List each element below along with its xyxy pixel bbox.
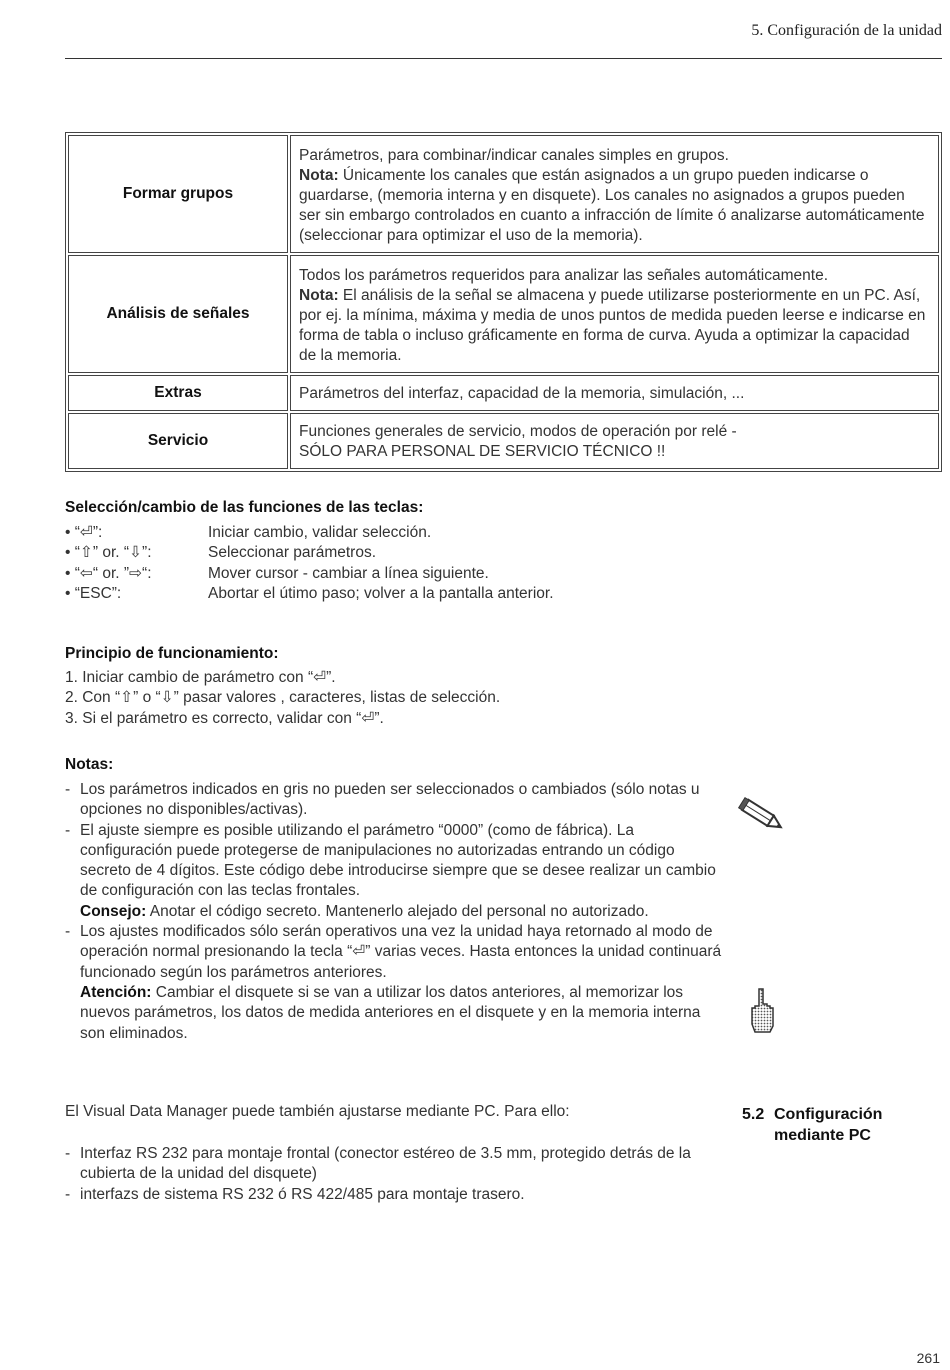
list-item: • “⇧” or. “⇩”: Seleccionar parámetros.: [65, 544, 376, 562]
list-item: 2. Con “⇧” o “⇩” pasar valores , caracteres, listas de selección.: [65, 689, 501, 707]
row-label: Formar grupos: [68, 135, 288, 253]
row-description: Parámetros, para combinar/indicar canales simples en grupos. Nota: Únicamente los canales que están asignados a un grupo pueden indicarse o guardarse, (memoria interna y en disquete). Los canales no asignados a grupos pueden ser sin embargo controlados en cuanto a infracción de límite ó analizarse automáticamente (seleccionar para optimizar el uso de la memoria).: [290, 135, 939, 253]
table-row: [68, 255, 939, 373]
list-item: - Los ajustes modificados sólo serán operativos una vez la unidad haya retornado al modo de operación normal presionando la tecla “⏎” varias veces. Hasta entonces la unidad continuará funcionado según los parámetros anteriores. Atención: Cambiar el disquete si se van a utilizar los datos anteriores, al memorizar los nuevos parámetros, los datos de medida anteriores en el disquete y en la memoria interna son eliminados.: [65, 923, 722, 1042]
warning-label: Atención:: [80, 983, 152, 1001]
list-item: - interfazs de sistema RS 232 ó RS 422/485 para montaje trasero.: [65, 1185, 525, 1203]
principle-title: Principio de funcionamiento:: [65, 645, 279, 662]
row-label: Servicio: [68, 413, 288, 469]
row-label: Extras: [68, 375, 288, 411]
list-item: • “ESC”: Abortar el útimo paso; volver a la pantalla anterior.: [65, 584, 554, 602]
page-header: [65, 22, 942, 59]
list-item: - Los parámetros indicados en gris no pueden ser seleccionados o cambiados (sólo notas u opciones no disponibles/activas).: [65, 781, 700, 819]
list-item: 1. Iniciar cambio de parámetro con “⏎”.: [65, 669, 336, 686]
note-label: Nota:: [299, 287, 339, 304]
pencil-icon: [738, 796, 788, 841]
row-description: Parámetros del interfaz, capacidad de la memoria, simulación, ...: [290, 375, 939, 411]
parameters-table: [65, 132, 942, 472]
key-functions-list: [65, 523, 554, 604]
notes-title: Notas:: [65, 756, 114, 773]
list-item: • “⏎”: Iniciar cambio, validar selección.: [65, 524, 432, 541]
page-number: 261: [916, 1350, 940, 1366]
table-row: [68, 375, 939, 411]
row-label: Análisis de señales: [68, 255, 288, 373]
principle-steps: [65, 668, 500, 729]
list-item: - Interfaz RS 232 para montaje frontal (conector estéreo de 3.5 mm, protegido detrás de la cubierta de la unidad del disquete): [65, 1145, 691, 1183]
row-description: Funciones generales de servicio, modos de operación por relé - SÓLO PARA PERSONAL DE SERVICIO TÉCNICO !!: [290, 413, 939, 469]
section-title: 5. Configuración de la unidad: [751, 22, 942, 39]
row-description: Todos los parámetros requeridos para analizar las señales automáticamente. Nota: El análisis de la señal se almacena y puede utilizarse posteriormente en un PC. Así, por ej. la mínima, máxima y media de unos puntos de medida pueden leerse e indicarse en forma de tabla o incluso gráficamente en forma de curva. Ayuda a optimizar la capacidad de la memoria.: [290, 255, 939, 373]
list-item: 3. Si el parámetro es correcto, validar con “⏎”.: [65, 709, 384, 727]
keys-section-title: Selección/cambio de las funciones de las teclas:: [65, 499, 424, 516]
list-item: - El ajuste siempre es posible utilizando el parámetro “0000” (como de fábrica). La configuración puede protegerse de manipulaciones no autorizadas entrando un código secreto de 4 dígitos. Este código debe introducirse siempre que se desee realizar un cambio de configuración con las teclas frontales. Consejo: Anotar el código secreto. Mantenerlo alejado del personal no autorizado.: [65, 821, 716, 920]
table-row: [68, 413, 939, 469]
pc-intro: El Visual Data Manager puede también ajustarse mediante PC. Para ello:: [65, 1103, 570, 1120]
section-number: 5.2: [742, 1106, 765, 1123]
list-item: • “⇦“ or. ”⇨“: Mover cursor - cambiar a línea siguiente.: [65, 564, 489, 582]
note-label: Nota:: [299, 167, 339, 184]
tip-label: Consejo:: [80, 902, 147, 920]
notes-list: [65, 780, 725, 1044]
pointing-hand-icon: [748, 986, 778, 1039]
section-heading: 5.2 Configuración mediante PC: [742, 1106, 883, 1144]
table-row: [68, 135, 939, 253]
pc-interfaces-list: [65, 1144, 725, 1205]
